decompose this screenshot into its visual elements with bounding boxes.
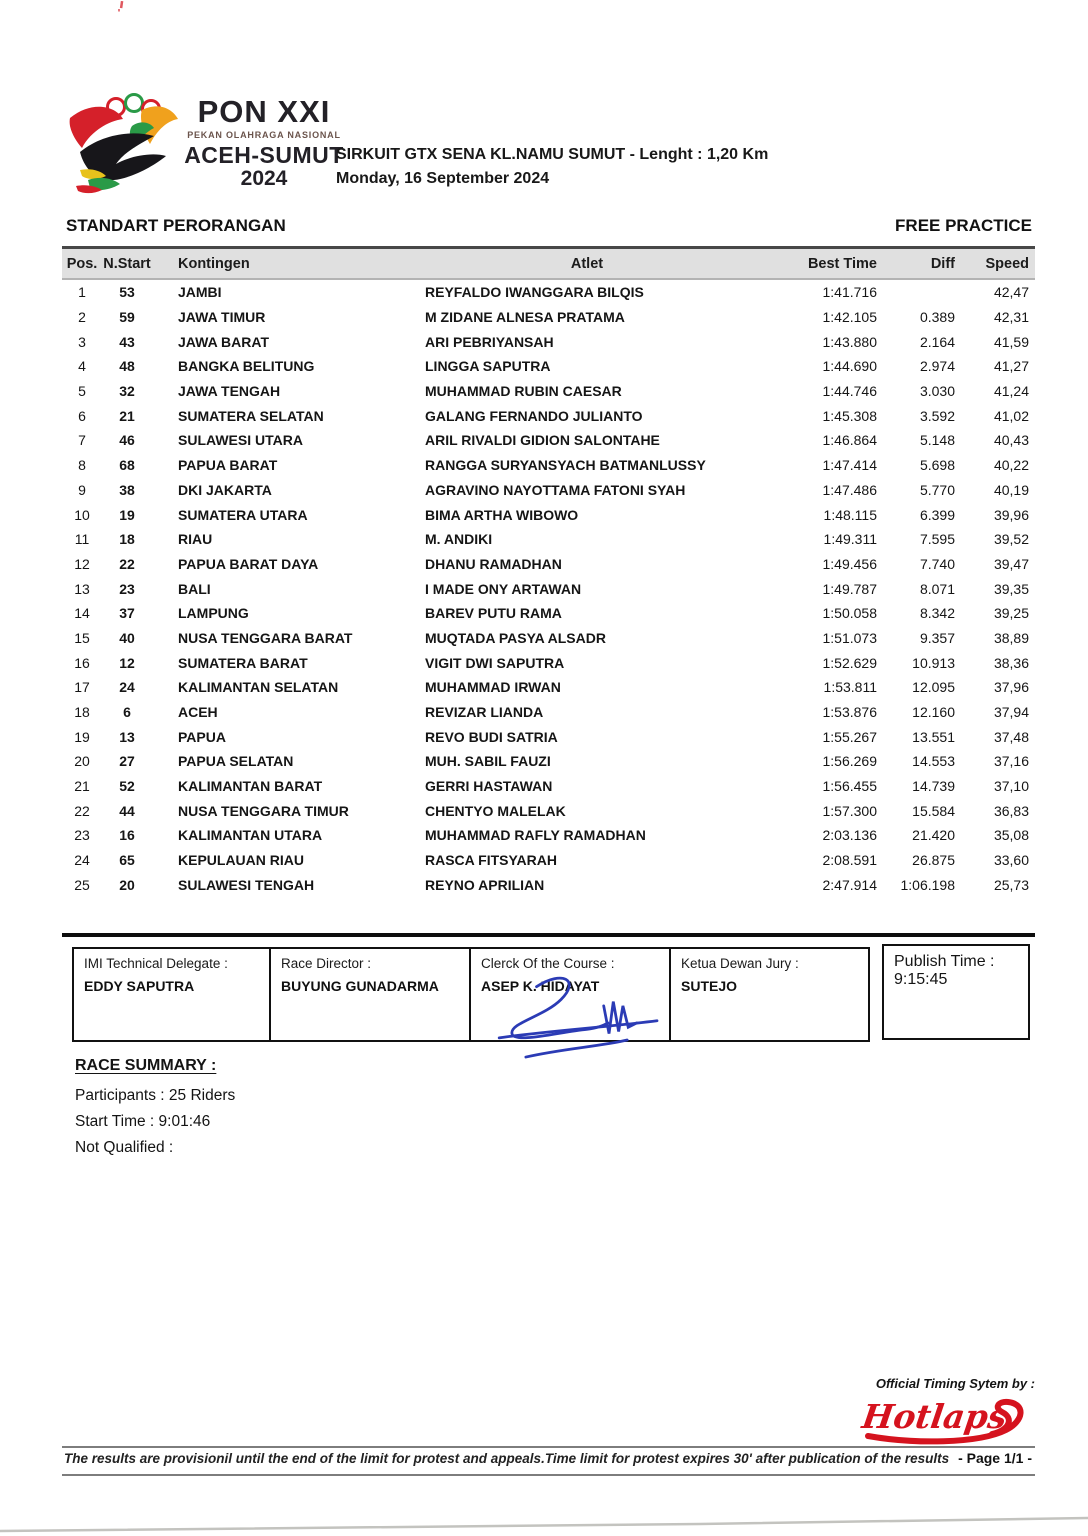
cell-nstart: 21 (119, 407, 135, 424)
cell-speed: 37,48 (993, 728, 1029, 745)
cell-pos: 19 (74, 728, 90, 745)
official-label: Clerck Of the Course : (481, 956, 615, 971)
cell-pos: 8 (78, 457, 86, 474)
cell-speed: 37,94 (993, 704, 1029, 721)
cell-nstart: 52 (119, 778, 135, 795)
table-row (62, 601, 1035, 626)
cell-nstart: 38 (119, 481, 135, 498)
cell-nstart: 23 (119, 580, 135, 597)
table-row (62, 379, 1035, 404)
cell-atlet: MUHAMMAD RUBIN CAESAR (425, 383, 622, 400)
cell-speed: 39,35 (993, 580, 1029, 597)
cell-atlet: VIGIT DWI SAPUTRA (425, 654, 565, 671)
cell-atlet: REVIZAR LIANDA (425, 704, 544, 721)
cell-pos: 18 (74, 704, 90, 721)
official-label: Race Director : (281, 956, 372, 971)
cell-best-time: 2:47.914 (822, 876, 877, 893)
table-row (62, 576, 1035, 601)
cell-diff: 26.875 (912, 852, 955, 869)
cell-kontingen: SULAWESI UTARA (178, 432, 303, 449)
timing-system-label: Official Timing Sytem by : (875, 1376, 1035, 1391)
cell-pos: 14 (74, 605, 90, 622)
cell-best-time: 1:46.864 (822, 432, 877, 449)
cell-atlet: MUHAMMAD IRWAN (425, 679, 561, 696)
cell-kontingen: NUSA TENGGARA BARAT (178, 629, 353, 646)
table-header-row (62, 246, 1035, 280)
cell-kontingen: JAWA BARAT (178, 333, 269, 350)
cell-atlet: MUQTADA PASYA ALSADR (425, 629, 606, 646)
cell-best-time: 1:45.308 (822, 407, 877, 424)
cell-diff: 0.389 (919, 309, 955, 326)
table-row (62, 823, 1035, 848)
cell-diff: 7.595 (919, 531, 955, 548)
hotlaps-logo-text: Hotlaps (859, 1397, 1010, 1436)
cell-best-time: 1:43.880 (822, 333, 877, 350)
cell-best-time: 1:41.716 (822, 284, 877, 301)
cell-best-time: 1:44.690 (822, 358, 877, 375)
cell-diff: 6.399 (919, 506, 955, 523)
cell-nstart: 43 (119, 333, 135, 350)
cell-kontingen: SUMATERA SELATAN (178, 407, 324, 424)
cell-atlet: REYFALDO IWANGGARA BILQIS (425, 284, 644, 301)
cell-kontingen: KALIMANTAN UTARA (178, 827, 323, 844)
publish-time-label: Publish Time : (894, 953, 995, 970)
cell-best-time: 1:49.311 (823, 531, 877, 548)
race-summary-not-qualified: Not Qualified : (75, 1139, 174, 1156)
results-table-body (62, 280, 1035, 897)
cell-pos: 2 (78, 309, 86, 326)
pon-xxi-bird-logo-icon (66, 92, 186, 212)
logo-subtitle: PEKAN OLAHRAGA NASIONAL (187, 129, 341, 140)
cell-speed: 37,96 (993, 679, 1029, 696)
cell-pos: 17 (74, 679, 90, 696)
cell-atlet: GALANG FERNANDO JULIANTO (425, 407, 643, 424)
official-label: IMI Technical Delegate : (84, 956, 228, 971)
cell-atlet: ARI PEBRIYANSAH (425, 333, 554, 350)
cell-nstart: 48 (119, 358, 135, 375)
cell-speed: 37,16 (993, 753, 1029, 770)
table-row (62, 280, 1035, 305)
cell-atlet: AGRAVINO NAYOTTAMA FATONI SYAH (425, 481, 686, 498)
cell-nstart: 19 (119, 506, 135, 523)
cell-best-time: 2:08.591 (822, 852, 877, 869)
cell-speed: 41,59 (993, 333, 1029, 350)
cell-best-time: 1:47.414 (822, 457, 877, 474)
cell-atlet: REVO BUDI SATRIA (425, 728, 558, 745)
cell-diff: 1:06.198 (900, 876, 955, 893)
cell-diff: 12.095 (912, 679, 955, 696)
table-row (62, 527, 1035, 552)
cell-best-time: 1:47.486 (822, 481, 877, 498)
cell-atlet: I MADE ONY ARTAWAN (425, 580, 582, 597)
cell-atlet: BIMA ARTHA WIBOWO (425, 506, 579, 523)
cell-best-time: 1:51.073 (822, 629, 877, 646)
cell-nstart: 37 (119, 605, 135, 622)
cell-diff: 8.071 (919, 580, 955, 597)
cell-speed: 25,73 (993, 876, 1029, 893)
table-row (62, 848, 1035, 873)
cell-nstart: 6 (123, 704, 131, 721)
logo-region: ACEH-SUMUT (184, 141, 344, 168)
cell-kontingen: JAMBI (178, 284, 222, 301)
cell-speed: 39,96 (993, 506, 1029, 523)
cell-atlet: RANGGA SURYANSYACH BATMANLUSSY (425, 457, 706, 474)
race-summary-title: RACE SUMMARY : (75, 1057, 217, 1074)
table-row (62, 478, 1035, 503)
cell-atlet: BAREV PUTU RAMA (425, 605, 562, 622)
cell-pos: 10 (74, 506, 90, 523)
cell-kontingen: KEPULAUAN RIAU (178, 852, 304, 869)
cell-nstart: 13 (119, 728, 135, 745)
logo-wordmark (184, 96, 344, 190)
cell-nstart: 65 (119, 852, 135, 869)
cell-pos: 5 (78, 383, 86, 400)
cell-nstart: 20 (119, 876, 135, 893)
col-header-kontingen: Kontingen (178, 255, 250, 272)
cell-nstart: 40 (119, 629, 135, 646)
table-row (62, 626, 1035, 651)
cell-diff: 3.030 (919, 383, 955, 400)
cell-atlet: LINGGA SAPUTRA (425, 358, 551, 375)
race-summary-start-time: Start Time : 9:01:46 (75, 1113, 211, 1130)
table-row (62, 650, 1035, 675)
official-jury-chair (671, 949, 864, 1040)
cell-pos: 15 (74, 629, 90, 646)
table-row (62, 749, 1035, 774)
cell-pos: 12 (74, 555, 90, 572)
category-title: STANDART PERORANGAN (66, 216, 286, 235)
cell-atlet: REYNO APRILIAN (425, 876, 545, 893)
cell-atlet: M. ANDIKI (425, 531, 493, 548)
cell-best-time: 1:53.811 (823, 679, 877, 696)
cell-atlet: GERRI HASTAWAN (425, 778, 553, 795)
col-header-speed: Speed (985, 255, 1029, 272)
cell-speed: 40,22 (993, 457, 1029, 474)
cell-diff: 14.553 (912, 753, 955, 770)
cell-nstart: 44 (119, 802, 135, 819)
official-name: EDDY SAPUTRA (84, 978, 195, 994)
scan-page-edge (0, 1510, 1088, 1536)
results-table (62, 246, 1035, 897)
cell-speed: 33,60 (993, 852, 1029, 869)
cell-best-time: 1:49.787 (822, 580, 877, 597)
table-row (62, 329, 1035, 354)
cell-speed: 38,36 (993, 654, 1029, 671)
cell-kontingen: JAWA TIMUR (178, 309, 266, 326)
event-date: Monday, 16 September 2024 (336, 170, 550, 187)
col-header-best-time: Best Time (807, 255, 877, 272)
cell-kontingen: DKI JAKARTA (178, 481, 272, 498)
table-row (62, 724, 1035, 749)
cell-diff: 9.357 (919, 629, 955, 646)
cell-diff: 3.592 (919, 407, 955, 424)
cell-kontingen: JAWA TENGAH (178, 383, 281, 400)
table-row (62, 428, 1035, 453)
publish-time-box (882, 944, 1030, 1040)
cell-kontingen: ACEH (178, 704, 218, 721)
cell-speed: 41,24 (993, 383, 1029, 400)
cell-pos: 21 (74, 778, 90, 795)
cell-kontingen: PAPUA SELATAN (178, 753, 294, 770)
cell-diff: 13.551 (912, 728, 955, 745)
signature (472, 976, 697, 1072)
cell-pos: 11 (74, 531, 90, 548)
cell-diff: 12.160 (912, 704, 955, 721)
cell-best-time: 1:48.115 (823, 506, 877, 523)
cell-diff: 10.913 (912, 654, 955, 671)
official-name: ASEP K. HIDAYAT (481, 978, 600, 994)
footer-rule-bottom (62, 1474, 1035, 1476)
cell-pos: 13 (74, 580, 90, 597)
cell-best-time: 1:50.058 (822, 605, 877, 622)
cell-speed: 38,89 (993, 629, 1029, 646)
cell-diff: 2.164 (919, 333, 955, 350)
logo-year: 2024 (240, 167, 288, 191)
cell-atlet: MUHAMMAD RAFLY RAMADHAN (425, 827, 646, 844)
col-header-pos: Pos. (66, 255, 98, 272)
cell-atlet: RASCA FITSYARAH (425, 852, 557, 869)
cell-nstart: 27 (119, 753, 135, 770)
cell-best-time: 1:44.746 (822, 383, 877, 400)
cell-kontingen: RIAU (178, 531, 213, 548)
cell-speed: 39,52 (993, 531, 1029, 548)
cell-pos: 24 (74, 852, 90, 869)
cell-pos: 9 (78, 481, 86, 498)
cell-pos: 4 (78, 358, 86, 375)
cell-best-time: 1:49.456 (822, 555, 877, 572)
table-row (62, 873, 1035, 898)
cell-speed: 39,25 (993, 605, 1029, 622)
publish-time-value: 9:15:45 (894, 971, 948, 988)
race-summary (75, 1057, 235, 1161)
table-row (62, 305, 1035, 330)
cell-best-time: 1:52.629 (822, 654, 877, 671)
col-header-diff: Diff (930, 255, 955, 272)
cell-diff: 7.740 (919, 555, 955, 572)
cell-speed: 40,43 (993, 432, 1029, 449)
cell-pos: 22 (74, 802, 90, 819)
cell-kontingen: SUMATERA UTARA (178, 506, 308, 523)
cell-nstart: 24 (119, 679, 135, 696)
cell-pos: 23 (74, 827, 90, 844)
cell-pos: 16 (74, 654, 90, 671)
cell-best-time: 1:56.269 (822, 753, 877, 770)
cell-kontingen: PAPUA BARAT (178, 457, 278, 474)
cell-best-time: 1:42.105 (822, 309, 877, 326)
cell-pos: 25 (74, 876, 90, 893)
cell-best-time: 1:55.267 (822, 728, 877, 745)
table-row (62, 552, 1035, 577)
cell-diff: 5.770 (919, 481, 955, 498)
cell-diff: 15.584 (912, 802, 955, 819)
cell-pos: 1 (78, 284, 86, 301)
cell-pos: 3 (78, 333, 86, 350)
cell-pos: 6 (78, 407, 86, 424)
cell-kontingen: BANGKA BELITUNG (178, 358, 315, 375)
cell-kontingen: PAPUA BARAT DAYA (178, 555, 319, 572)
cell-speed: 42,47 (993, 284, 1029, 301)
race-summary-participants: Participants : 25 Riders (75, 1087, 236, 1104)
official-label: Ketua Dewan Jury : (681, 956, 799, 971)
cell-atlet: MUH. SABIL FAUZI (425, 753, 551, 770)
cell-pos: 7 (78, 432, 86, 449)
table-row (62, 403, 1035, 428)
col-header-nstart: N.Start (103, 255, 151, 272)
cell-atlet: CHENTYO MALELAK (425, 802, 566, 819)
cell-best-time: 1:53.876 (822, 704, 877, 721)
cell-diff: 8.342 (919, 605, 955, 622)
cell-nstart: 68 (119, 457, 135, 474)
cell-diff: 5.698 (919, 457, 955, 474)
cell-atlet: ARIL RIVALDI GIDION SALONTAHE (425, 432, 660, 449)
officials-box (72, 947, 870, 1042)
cell-kontingen: LAMPUNG (178, 605, 249, 622)
col-header-atlet: Atlet (570, 255, 604, 272)
cell-speed: 40,19 (993, 481, 1029, 498)
cell-speed: 35,08 (993, 827, 1029, 844)
official-name: SUTEJO (681, 978, 738, 994)
cell-kontingen: KALIMANTAN BARAT (178, 778, 323, 795)
page-number: - Page 1/1 - (958, 1450, 1032, 1466)
cell-diff: 21.420 (912, 827, 955, 844)
cell-nstart: 32 (119, 383, 135, 400)
cell-nstart: 53 (119, 284, 135, 301)
table-row (62, 798, 1035, 823)
footer-rule-top (62, 1446, 1035, 1448)
cell-nstart: 18 (119, 531, 135, 548)
hotlaps-logo (858, 1392, 1036, 1448)
cell-pos: 20 (74, 753, 90, 770)
cell-nstart: 12 (119, 654, 135, 671)
cell-nstart: 46 (119, 432, 135, 449)
cell-kontingen: KALIMANTAN SELATAN (178, 679, 339, 696)
cell-atlet: M ZIDANE ALNESA PRATAMA (425, 309, 625, 326)
circuit-info: SIRKUIT GTX SENA KL.NAMU SUMUT - Lenght : 1,20 Km (336, 146, 769, 163)
official-name: BUYUNG GUNADARMA (281, 978, 439, 994)
cell-nstart: 22 (119, 555, 135, 572)
cell-diff: 14.739 (912, 778, 955, 795)
cell-speed: 36,83 (993, 802, 1029, 819)
official-race-director (271, 949, 471, 1040)
section-divider-rule (62, 933, 1035, 937)
cell-speed: 41,27 (993, 358, 1029, 375)
cell-diff: 2.974 (919, 358, 955, 375)
table-row (62, 453, 1035, 478)
cell-speed: 37,10 (993, 778, 1029, 795)
table-row (62, 354, 1035, 379)
cell-speed: 39,47 (993, 555, 1029, 572)
cell-kontingen: SULAWESI TENGAH (178, 876, 315, 893)
cell-best-time: 2:03.136 (822, 827, 877, 844)
table-row (62, 502, 1035, 527)
table-row (62, 774, 1035, 799)
logo-title: PON XXI (197, 94, 331, 129)
cell-diff: 5.148 (919, 432, 955, 449)
cell-kontingen: NUSA TENGGARA TIMUR (178, 802, 349, 819)
table-row (62, 700, 1035, 725)
cell-speed: 41,02 (993, 407, 1029, 424)
cell-kontingen: BALI (178, 580, 211, 597)
session-title: FREE PRACTICE (895, 216, 1032, 235)
cell-kontingen: PAPUA (178, 728, 226, 745)
scan-artifact-red-mark (116, 1, 126, 13)
cell-nstart: 59 (119, 309, 135, 326)
table-row (62, 675, 1035, 700)
cell-atlet: DHANU RAMADHAN (425, 555, 562, 572)
cell-best-time: 1:56.455 (822, 778, 877, 795)
cell-kontingen: SUMATERA BARAT (178, 654, 308, 671)
cell-nstart: 16 (119, 827, 135, 844)
footer-disclaimer: The results are provisionil until the end of the limit for protest and appeals.Time limit for protest expires 30' after publication of the results (64, 1451, 950, 1466)
official-technical-delegate (74, 949, 271, 1040)
cell-speed: 42,31 (993, 309, 1029, 326)
cell-best-time: 1:57.300 (822, 802, 877, 819)
